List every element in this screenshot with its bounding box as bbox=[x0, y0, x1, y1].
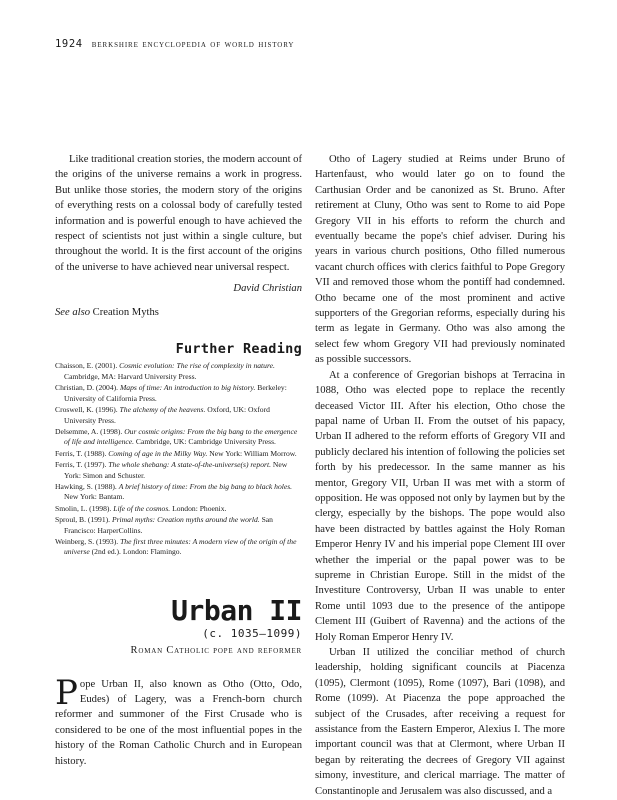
reference-author: Sproul, B. (1991). bbox=[55, 515, 112, 525]
reference-author: Smolin, L. (1998). bbox=[55, 503, 114, 513]
reference-publisher: San Francisco: HarperCollins. bbox=[64, 515, 273, 535]
see-also-link[interactable]: Creation Myths bbox=[92, 306, 159, 318]
reference-publisher: New York: Bantam. bbox=[64, 492, 125, 502]
reference-title: Life of the cosmos. bbox=[113, 503, 171, 513]
drop-cap: P bbox=[55, 672, 78, 713]
reference-publisher: Berkeley: University of California Press. bbox=[64, 383, 287, 403]
reference-author: Ferris, T. (1988). bbox=[55, 448, 109, 458]
reference-author: Ferris, T. (1997). bbox=[55, 460, 109, 470]
entry-title: Urban II bbox=[171, 593, 302, 627]
closing-paragraph: Like traditional creation stories, the modern account of the origins of the universe remains a work in progress. But unlike those stories, the modern story of the origins of everything rests on a colossal body of carefully tested information and is powerful enough to have achieved the respect of scientists not just within a single culture, but throughout the world. It is the first account of the origins of the universe to have achieved near universal respect. bbox=[55, 154, 302, 273]
reference-item bbox=[55, 361, 302, 382]
running-title: berkshire encyclopedia of world history bbox=[91, 39, 295, 50]
entry-description: Roman Catholic pope and reformer bbox=[130, 645, 302, 657]
left-column bbox=[55, 152, 302, 769]
author-signature: David Christian bbox=[233, 283, 302, 295]
reference-publisher: London: Phoenix. bbox=[170, 503, 227, 513]
reference-title: Our cosmic origins: From the big bang to the emergence of life and intelligence. bbox=[64, 426, 298, 447]
page-number: 1924 bbox=[55, 38, 83, 50]
reference-author: Chaisson, E. (2001). bbox=[55, 361, 120, 371]
reference-item bbox=[55, 383, 302, 404]
reference-title: Maps of time: An introduction to big history. bbox=[119, 383, 256, 393]
body-paragraph: Otho of Lagery studied at Reims under Bruno of Hartenfaust, who would later go on to found the Carthusian Order and be canonized as St. Bruno. After retirement at Cluny, Otho was sent to Rome to aid Pope Gregory VII in his efforts to reform the church and eventually became the pope's chief adviser. During his years in various church positions, Otho filled numerous vacant church offices with clerics faithful to Pope Gregory VII and removed those whom the pontiff had condemned. Otho became one of the most prominent and active supporters of the Gregorian reforms, especially during his term as legate in Germany. Otho was also among the select few whom Gregory VII had previously nominated as possible successors. bbox=[315, 154, 565, 366]
right-column bbox=[315, 152, 565, 799]
reference-publisher: (2nd ed.). London: Flamingo. bbox=[89, 547, 182, 557]
see-also-label: See also bbox=[55, 306, 91, 318]
reference-item bbox=[55, 504, 302, 514]
reference-author: Weinberg, S. (1993). bbox=[55, 536, 121, 546]
reference-author: Croswell, K. (1996). bbox=[55, 405, 120, 415]
entry-paragraph-text: ope Urban II, also known as Otho (Otto, Odo, Eudes) of Lagery, was a French-born church reformer and summoner of the First Crusade who is considered to be one of the most influential popes in the history of the Roman Catholic Church and in European history. bbox=[55, 678, 302, 767]
reference-item bbox=[55, 427, 302, 448]
further-reading-heading: Further Reading bbox=[175, 341, 302, 358]
reference-publisher: Cambridge, MA: Harvard University Press. bbox=[64, 371, 197, 381]
reference-item bbox=[55, 460, 302, 481]
reference-item bbox=[55, 449, 302, 459]
reference-list bbox=[55, 361, 302, 557]
reference-title: Coming of age in the Milky Way. bbox=[108, 448, 208, 458]
reference-publisher: Oxford, UK: Oxford University Press. bbox=[64, 405, 270, 425]
reference-author: Hawking, S. (1988). bbox=[55, 481, 119, 491]
running-header bbox=[55, 38, 294, 50]
see-also bbox=[55, 305, 302, 320]
reference-publisher: New York: Simon and Schuster. bbox=[64, 460, 288, 480]
reference-item bbox=[55, 405, 302, 426]
reference-title: Primal myths: Creation myths around the world. bbox=[111, 515, 260, 525]
entry-dates: (c. 1035–1099) bbox=[202, 626, 302, 640]
reference-item bbox=[55, 537, 302, 558]
reference-item bbox=[55, 482, 302, 503]
entry-first-paragraph bbox=[55, 672, 302, 769]
reference-title: The whole shebang: A state-of-the-universe(s) report. bbox=[108, 460, 271, 470]
reference-item bbox=[55, 515, 302, 536]
reference-publisher: New York: William Morrow. bbox=[207, 448, 297, 458]
reference-title: Cosmic evolution: The rise of complexity in nature. bbox=[119, 361, 275, 371]
reference-title: The alchemy of the heavens. bbox=[119, 405, 206, 415]
reference-author: Delsemme, A. (1998). bbox=[55, 426, 125, 436]
body-paragraph: Urban II utilized the conciliar method of church leadership, holding significant councils at Piacenza (1095), Clermont (1095), Rome (1097), Bari (1098), and Rome (1099). At Piacenza the pope approached the subject of the Crusades, after receiving a request for assistance from the Eastern Emperor, Alexius I. The more important council was that at Clermont, where Urban II began by reiterating the decrees of Gregory VII against simony, investiture, and clerical marriage. The matter of Constantinople and Jerusalem was also discussed, and a bbox=[315, 647, 565, 797]
body-paragraph: At a conference of Gregorian bishops at Terracina in 1088, Otho was elected pope to replace the recently deceased Victor III. After his election, Otho chose the papal name of Urban II. From the outset of his papacy, Urban II adhered to the reform efforts of Gregory VII and publicly declared his intention of following the policies set forth by his predecessor. In the same manner as his mentor, Gregory VII, Urban II was met with a storm of opposition. He was opposed not only by laymen but by the clergy, especially by the bishops. The pope would also have been distracted by battles against the Holy Roman Emperor Henry IV and his imperial pope Clement III over whether the imperial or the papal power was to be supreme in Christian Europe. Still in the midst of the Investiture Controversy, Urban II was unable to enter Rome until 1093 due to the presence of the antipope Clement III (Guibert of Ravenna) and the actions of the Holy Roman Emperor Henry IV. bbox=[315, 369, 565, 643]
reference-author: Christian, D. (2004). bbox=[55, 383, 120, 393]
reference-title: The first three minutes: A modern view of the origin of the universe bbox=[64, 536, 297, 557]
reference-title: A brief history of time: From the big bang to black holes. bbox=[118, 481, 293, 491]
reference-publisher: Cambridge, UK: Cambridge University Press. bbox=[134, 437, 276, 447]
